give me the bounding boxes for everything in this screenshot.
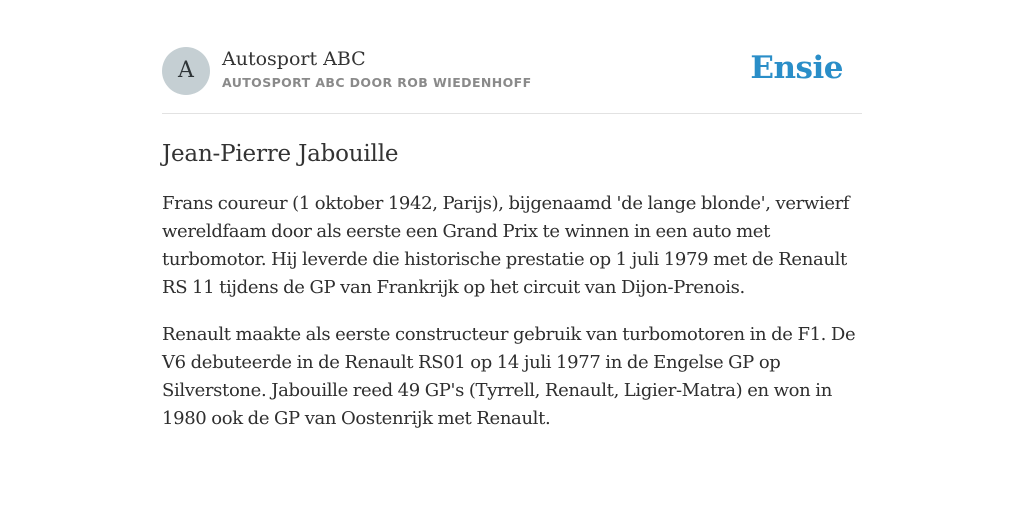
definition-card — [162, 46, 862, 433]
article-title: Jean-Pierre Jabouille — [162, 141, 399, 167]
source-name[interactable]: Autosport ABC — [222, 48, 366, 70]
ensie-logo[interactable]: Ensie — [750, 50, 843, 86]
source-subtitle: AUTOSPORT ABC DOOR ROB WIEDENHOFF — [222, 75, 532, 90]
article-paragraph: Frans coureur (1 oktober 1942, Parijs), bijgenaamd 'de lange blonde', verwierf wereldfaam door als eerste een Grand Prix te winnen in een auto met turbomotor. Hij leverde die historische prestatie op 1 juli 1979 met de Renault RS 11 tijdens de GP van Frankrijk op het circuit van Dijon-Prenois. — [162, 193, 850, 298]
card-header — [162, 46, 862, 114]
source-avatar[interactable]: A — [162, 47, 210, 95]
article-paragraph: Renault maakte als eerste constructeur gebruik van turbomotoren in de F1. De V6 debuteerde in de Renault RS01 op 14 juli 1977 in de Engelse GP op Silverstone. Jabouille reed 49 GP's (Tyrrell, Renault, Ligier-Matra) en won in 1980 ook de GP van Oostenrijk met Renault. — [162, 324, 856, 429]
